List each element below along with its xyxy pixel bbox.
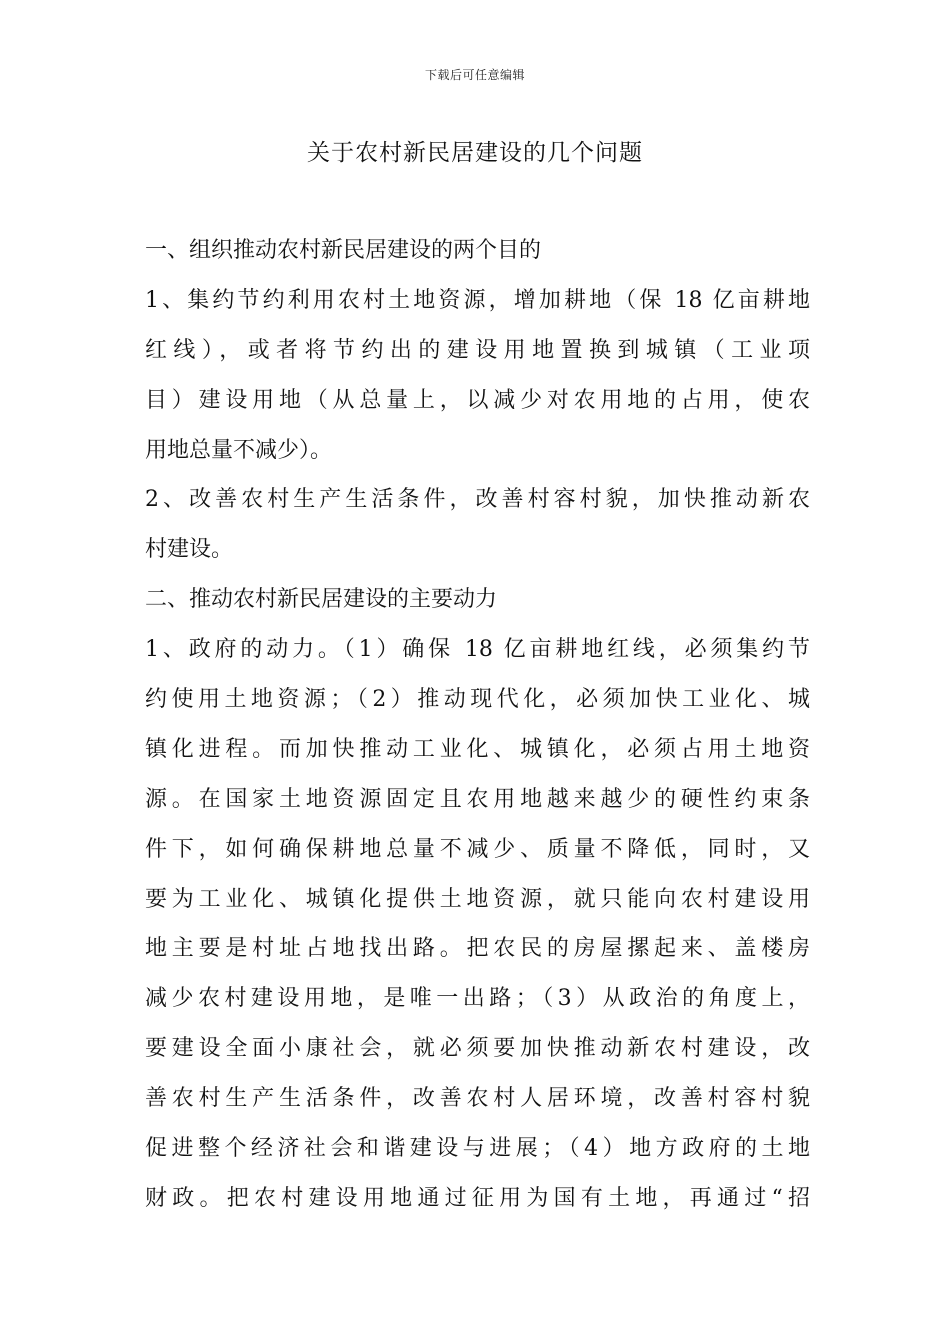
text-line: 红线），或者将节约出的建设用地置换到城镇（工业项 <box>145 337 810 363</box>
text-line: 1、政府的动力。（1）确保 18 亿亩耕地红线，必须集约节 <box>145 637 810 663</box>
text-line: 要为工业化、城镇化提供土地资源，就只能向农村建设用 <box>145 886 810 912</box>
text-line: 地主要是村址占地找出路。把农民的房屋摞起来、盖楼房 <box>145 936 810 962</box>
text-line: 二、推动农村新民居建设的主要动力 <box>145 587 498 613</box>
text-line: 源。在国家土地资源固定且农用地越来越少的硬性约束条 <box>145 786 810 812</box>
document-body <box>145 226 810 1224</box>
text-line: 一、组织推动农村新民居建设的两个目的 <box>145 238 542 263</box>
text-line: 善农村生产生活条件，改善农村人居环境，改善村容村貌 <box>145 1086 810 1112</box>
text-line: 约使用土地资源；（2）推动现代化，必须加快工业化、城 <box>145 687 810 713</box>
text-line: 村建设。 <box>145 537 234 563</box>
document-title: 关于农村新民居建设的几个问题 <box>307 140 643 166</box>
header-note: 下载后可任意编辑 <box>424 68 525 82</box>
text-line: 促进整个经济社会和谐建设与进展；（4）地方政府的土地 <box>145 1136 810 1162</box>
text-line: 用地总量不减少）。 <box>145 437 333 463</box>
text-line: 2、改善农村生产生活条件，改善村容村貌，加快推动新农 <box>145 487 810 513</box>
text-line: 1、集约节约利用农村土地资源，增加耕地（保 18 亿亩耕地 <box>145 287 810 313</box>
text-line: 目）建设用地（从总量上，以减少对农用地的占用，使农 <box>145 387 810 413</box>
text-line: 镇化进程。而加快推动工业化、城镇化，必须占用土地资 <box>145 736 810 762</box>
text-line: 件下，如何确保耕地总量不减少、质量不降低，同时，又 <box>145 836 810 862</box>
text-line: 要建设全面小康社会，就必须要加快推动新农村建设，改 <box>145 1036 810 1062</box>
text-line: 财政。把农村建设用地通过征用为国有土地，再通过“招 <box>145 1185 810 1211</box>
text-line: 减少农村建设用地，是唯一出路；（3）从政治的角度上， <box>145 986 810 1012</box>
